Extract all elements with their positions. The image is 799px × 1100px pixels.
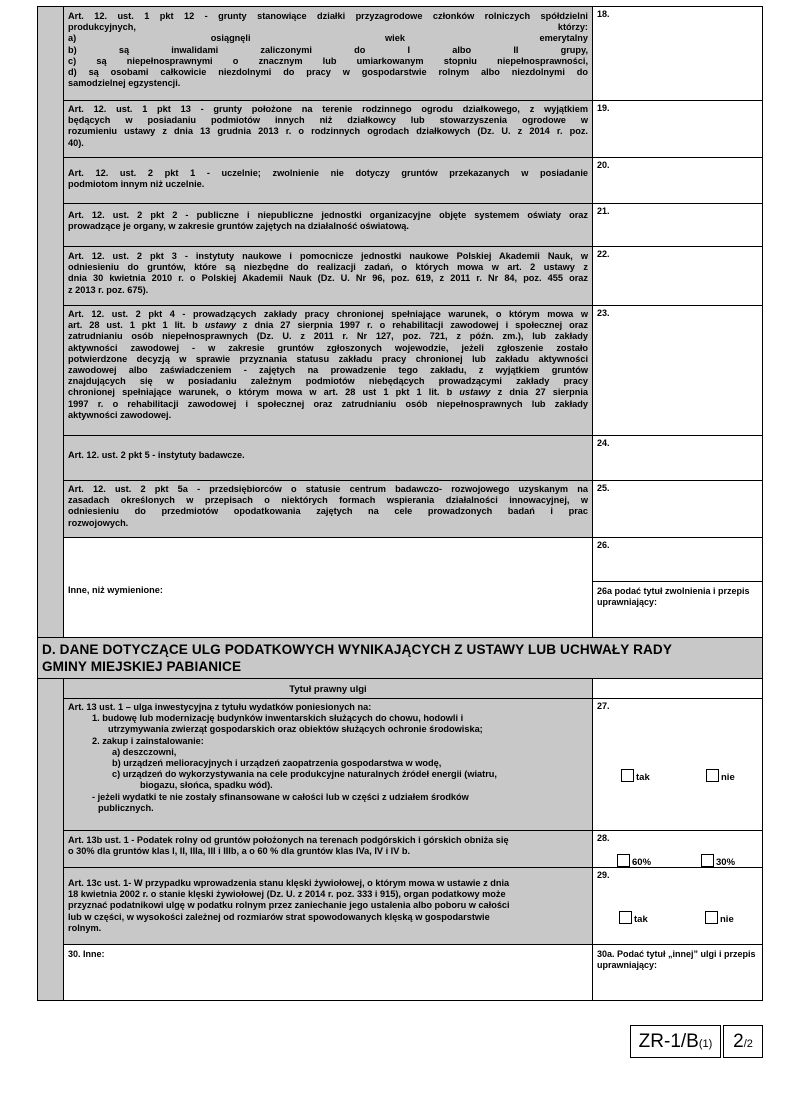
field-18[interactable] — [592, 6, 763, 101]
checkbox-29-yes[interactable] — [619, 909, 648, 927]
field-number: 23. — [597, 308, 610, 318]
exemption-text-line: b) są inwalidami zaliczonymi do I albo II grupy, — [68, 44, 588, 55]
exemption-text-line: odniesieniu do przedmiotów opodatkowania zajętych na cele prowadzonych badań i prac — [68, 506, 588, 517]
checkbox-29-yes-label: tak — [634, 914, 648, 925]
form-id-sub: (1) — [698, 1038, 713, 1050]
field-number: 21. — [597, 206, 610, 216]
exemption-text-line: 40). — [68, 137, 84, 148]
relief-28-line: o 30% dla gruntów klas I, II, IIIa, III i IIIb, a o 60 % dla gruntów klas IVa, IV i IV b. — [68, 846, 411, 857]
relief-27-line: utrzymywania zwierząt gospodarskich oraz obiektów służących ochronie środowiska; — [108, 724, 483, 735]
relief-27-label-cell — [63, 698, 593, 831]
form-id-box — [630, 1025, 721, 1058]
column-header-blank — [592, 678, 763, 699]
exemption-text-line: znajdujących się w posiadaniu zależnym podmiotów niebędących prowadzącymi zakłady pracy — [68, 376, 588, 387]
exemption-text-line: Art. 12. ust. 2 pkt 5 - instytuty badawcze. — [68, 450, 245, 460]
exemption-text-line: 1997 r. o rehabilitacji zawodowej i społecznej oraz zatrudnianiu osób niepełnosprawnych lub zakłady — [68, 398, 588, 409]
field-28-number: 28. — [597, 833, 610, 843]
column-header-legal-title — [63, 678, 593, 699]
relief-29-label-cell — [63, 867, 593, 945]
exemption-text-line: rozwojowych. — [68, 517, 129, 528]
exemption-text-line: art. 28 ust. 1 pkt 1 lit. b ustawy z dnia 27 sierpnia 1997 r. o rehabilitacji zawodowej i społecznej oraz — [68, 320, 588, 331]
page-number: 2 — [733, 1031, 744, 1052]
exemption-text-line: z 2013 r. poz. 675). — [68, 284, 149, 295]
checkbox-icon — [701, 854, 714, 867]
exemption-text-line: Art. 12. ust. 2 pkt 1 - uczelnie; zwolnienie nie dotyczy gruntów przekazanych w posiadanie — [68, 168, 588, 178]
exemption-text-line: dnia 30 kwietnia 2010 r. o Polskiej Akademii Nauk (Dz. U. Nr 96, poz. 619, z 2011 r. Nr 84, poz. 455 oraz — [68, 273, 588, 284]
relief-27-line: - jeżeli wydatki te nie zostały sfinansowane w całości lub w części z udziałem środków — [92, 791, 469, 802]
exemption-text-line: produkcyjnych, którzy: — [68, 22, 588, 33]
relief-27-line: b) urządzeń melioracyjnych i urządzeń zaopatrzenia gospodarstwa w wodę, — [112, 758, 442, 769]
field-number: 19. — [597, 103, 610, 113]
field-27 — [592, 698, 763, 831]
exemption-text-line: chronionej spełniające warunek, o którym mowa w art. 28 ust 1 pkt 1 lit. b ustawy z dnia 27 sierpnia — [68, 387, 588, 398]
field-30[interactable] — [63, 944, 593, 1001]
exemption-text-line: Art. 12. ust. 2 pkt 5a - przedsiębiorców o statusie centrum badawczo- rozwojowego uzyskanym na — [68, 484, 588, 494]
exemption-text-line: Art. 12. ust. 1 pkt 13 - grunty położone na terenie rodzinnego ogrodu działkowego, z wyjątkiem — [68, 104, 588, 114]
exemption-text-line: zasadach określonych w przepisach o niektórych formach wspierania działalności innowacyjnej, w — [68, 495, 588, 506]
checkbox-28-30-label: 30% — [716, 857, 736, 868]
checkbox-icon — [705, 911, 718, 924]
page-total: /2 — [743, 1038, 753, 1050]
form-id: ZR-1/B — [638, 1031, 699, 1052]
checkbox-27-yes[interactable] — [621, 767, 650, 785]
section-d-header — [37, 637, 763, 679]
field-26[interactable] — [592, 537, 763, 582]
checkbox-28-60-label: 60% — [632, 857, 652, 868]
exemption-text-line: potwierdzone decyzją w sprawie przyznania statusu zakładu pracy chronionej lub zakładu aktywności — [68, 353, 588, 364]
field-30a-label: 30a. Podać tytuł „innej” ulgi i przepis uprawniający: — [597, 949, 756, 970]
exemption-text-line: Art. 12. ust. 2 pkt 3 - instytuty naukowe i pomocnicze jednostki naukowe Polskiej Akademii Nauk, w — [68, 251, 588, 261]
checkbox-29-no[interactable] — [705, 909, 734, 927]
field-number: 25. — [597, 483, 610, 493]
exemption-text-line: będących w posiadaniu podmiotów innych niż działkowcy lub stowarzyszenia ogrodowe w — [68, 115, 588, 126]
checkbox-icon — [621, 769, 634, 782]
relief-29-line: przyznać podatnikowi ulgę w podatku rolnym przez zaniechanie jego ustalenia albo poboru w całości — [68, 900, 510, 911]
field-20[interactable] — [592, 157, 763, 204]
exemption-21-label-cell — [63, 203, 593, 247]
field-22[interactable] — [592, 246, 763, 306]
exemption-text-line: aktywności zawodowej - w zakresie gruntów zgłoszonych wojewodzie, jeżeli zgłoszenie zostało — [68, 342, 588, 353]
relief-27-line: publicznych. — [98, 802, 154, 813]
relief-27-line: biogazu, słońca, spadku wód). — [140, 780, 273, 791]
field-29 — [592, 867, 763, 945]
checkbox-27-no-label: nie — [721, 772, 735, 783]
relief-27-line: a) deszczowni, — [112, 746, 177, 757]
exemption-text-line: zatrudnianiu osób niepełnosprawnych (Dz. U. z 2011 r. Nr 127, poz. 721, z późn. zm.), lub zakłady — [68, 331, 588, 342]
field-27-number: 27. — [597, 701, 610, 711]
field-21[interactable] — [592, 203, 763, 247]
exemption-24-label-cell — [63, 435, 593, 481]
exemption-19-label-cell — [63, 100, 593, 158]
left-gutter — [37, 6, 64, 638]
relief-28-line: Art. 13b ust. 1 - Podatek rolny od gruntów położonych na terenach podgórskich i górskich obniża się — [68, 835, 509, 845]
exemption-text-line: podmiotom innym niż uczelnie. — [68, 179, 205, 190]
exemption-text-line: Art. 12. ust. 1 pkt 12 - grunty stanowiące działki przyzagrodowe członków rolniczych spółdzielni — [68, 11, 588, 21]
exemption-text-line: rozumieniu ustawy z dnia 13 grudnia 2013 r. o rodzinnych ogrodach działkowych (Dz. U. z 2014 r. poz. — [68, 126, 588, 137]
relief-29-line: Art. 13c ust. 1- W przypadku wprowadzenia stanu klęski żywiołowej, o którym mowa w ustawie z dnia — [68, 878, 510, 888]
exemption-25-label-cell — [63, 480, 593, 538]
other-exemption-label: Inne, niż wymienione: — [68, 585, 163, 595]
exemption-text-line: c) są niepełnosprawnymi o znacznym lub umiarkowanym stopniu niepełnosprawności, — [68, 55, 588, 66]
field-29-number: 29. — [597, 870, 610, 880]
relief-29-line: rolnym. — [68, 922, 102, 933]
exemption-text-line: zawodowej albo zaświadczeniem - zajętych na prowadzenie tego zakładu, z wyjątkiem gruntów — [68, 365, 588, 376]
field-number: 18. — [597, 9, 610, 19]
exemption-18-label-cell — [63, 6, 593, 101]
exemption-text-line: aktywności zawodowej. — [68, 409, 172, 420]
exemption-text-line: Art. 12. ust. 2 pkt 4 - prowadzących zakłady pracy chronionej spełniające warunek, o którym mowa w — [68, 309, 588, 319]
relief-27-line: 2. zakup i zainstalowanie: — [92, 735, 204, 746]
section-d-gutter — [37, 678, 64, 1001]
field-number: 20. — [597, 160, 610, 170]
checkbox-27-yes-label: tak — [636, 772, 650, 783]
field-25[interactable] — [592, 480, 763, 538]
field-28 — [592, 830, 763, 868]
field-26a[interactable] — [592, 581, 763, 638]
field-30a[interactable] — [592, 944, 763, 1001]
relief-27-line: Art. 13 ust. 1 – ulga inwestycyjna z tytułu wydatków poniesionych na: — [68, 702, 372, 712]
field-26a-label: 26a podać tytuł zwolnienia i przepis uprawniający: — [597, 586, 750, 607]
field-30-label: 30. Inne: — [68, 949, 105, 959]
field-number: 22. — [597, 249, 610, 259]
exemption-20-label-cell — [63, 157, 593, 204]
checkbox-icon — [706, 769, 719, 782]
field-number: 24. — [597, 438, 610, 448]
exemption-text-line: prowadzące je organy, w zakresie gruntów zajętych na działalność oświatową. — [68, 221, 409, 232]
relief-27-line: 1. budowę lub modernizację budynków inwentarskich służących do chowu, hodowli i — [92, 713, 464, 724]
field-24[interactable] — [592, 435, 763, 481]
checkbox-27-no[interactable] — [706, 767, 735, 785]
relief-29-line: 18 kwietnia 2002 r. o stanie klęski żywiołowej (Dz. U. z 2014 r. poz. 333 i 915), organ podatkowy może — [68, 889, 506, 900]
exemption-text-line: Art. 12. ust. 2 pkt 2 - publiczne i niepubliczne jednostki organizacyjne objęte systemem oświaty oraz — [68, 210, 588, 220]
exemption-text-line: d) są osobami całkowicie niezdolnymi do pracy w gospodarstwie rolnym albo niezdolnymi do — [68, 67, 588, 78]
column-header-text: Tytuł prawny ulgi — [289, 684, 367, 695]
field-23[interactable] — [592, 305, 763, 436]
checkbox-icon — [619, 911, 632, 924]
relief-29-line: lub w części, w wysokości zależnej od rozmiarów strat spowodowanych klęską w gospodarstwie — [68, 911, 490, 922]
exemption-text-line: a) osiągnęli wiek emerytalny — [68, 33, 588, 44]
checkbox-29-no-label: nie — [720, 914, 734, 925]
exemption-text-line: odniesieniu do gruntów, które są niezbędne do realizacji zadań, o których mowa w art. 2 ustawy z — [68, 262, 588, 273]
field-26-number: 26. — [597, 540, 610, 550]
exemption-22-label-cell — [63, 246, 593, 306]
section-d-title-line1: D. DANE DOTYCZĄCE ULG PODATKOWYCH WYNIKAJĄCYCH Z USTAWY LUB UCHWAŁY RADY — [42, 642, 672, 657]
checkbox-icon — [617, 854, 630, 867]
field-19[interactable] — [592, 100, 763, 158]
exemption-text-line: samodzielnej egzystencji. — [68, 78, 181, 89]
exemption-23-label-cell — [63, 305, 593, 436]
relief-27-line: c) urządzeń do wykorzystywania na cele produkcyjne naturalnych źródeł energii (wiatru, — [112, 769, 497, 780]
relief-28-label-cell — [63, 830, 593, 868]
page-number-box — [723, 1025, 763, 1058]
other-exemption-label-cell — [63, 537, 593, 638]
section-d-title-line2: GMINY MIEJSKIEJ PABIANICE — [42, 659, 242, 674]
